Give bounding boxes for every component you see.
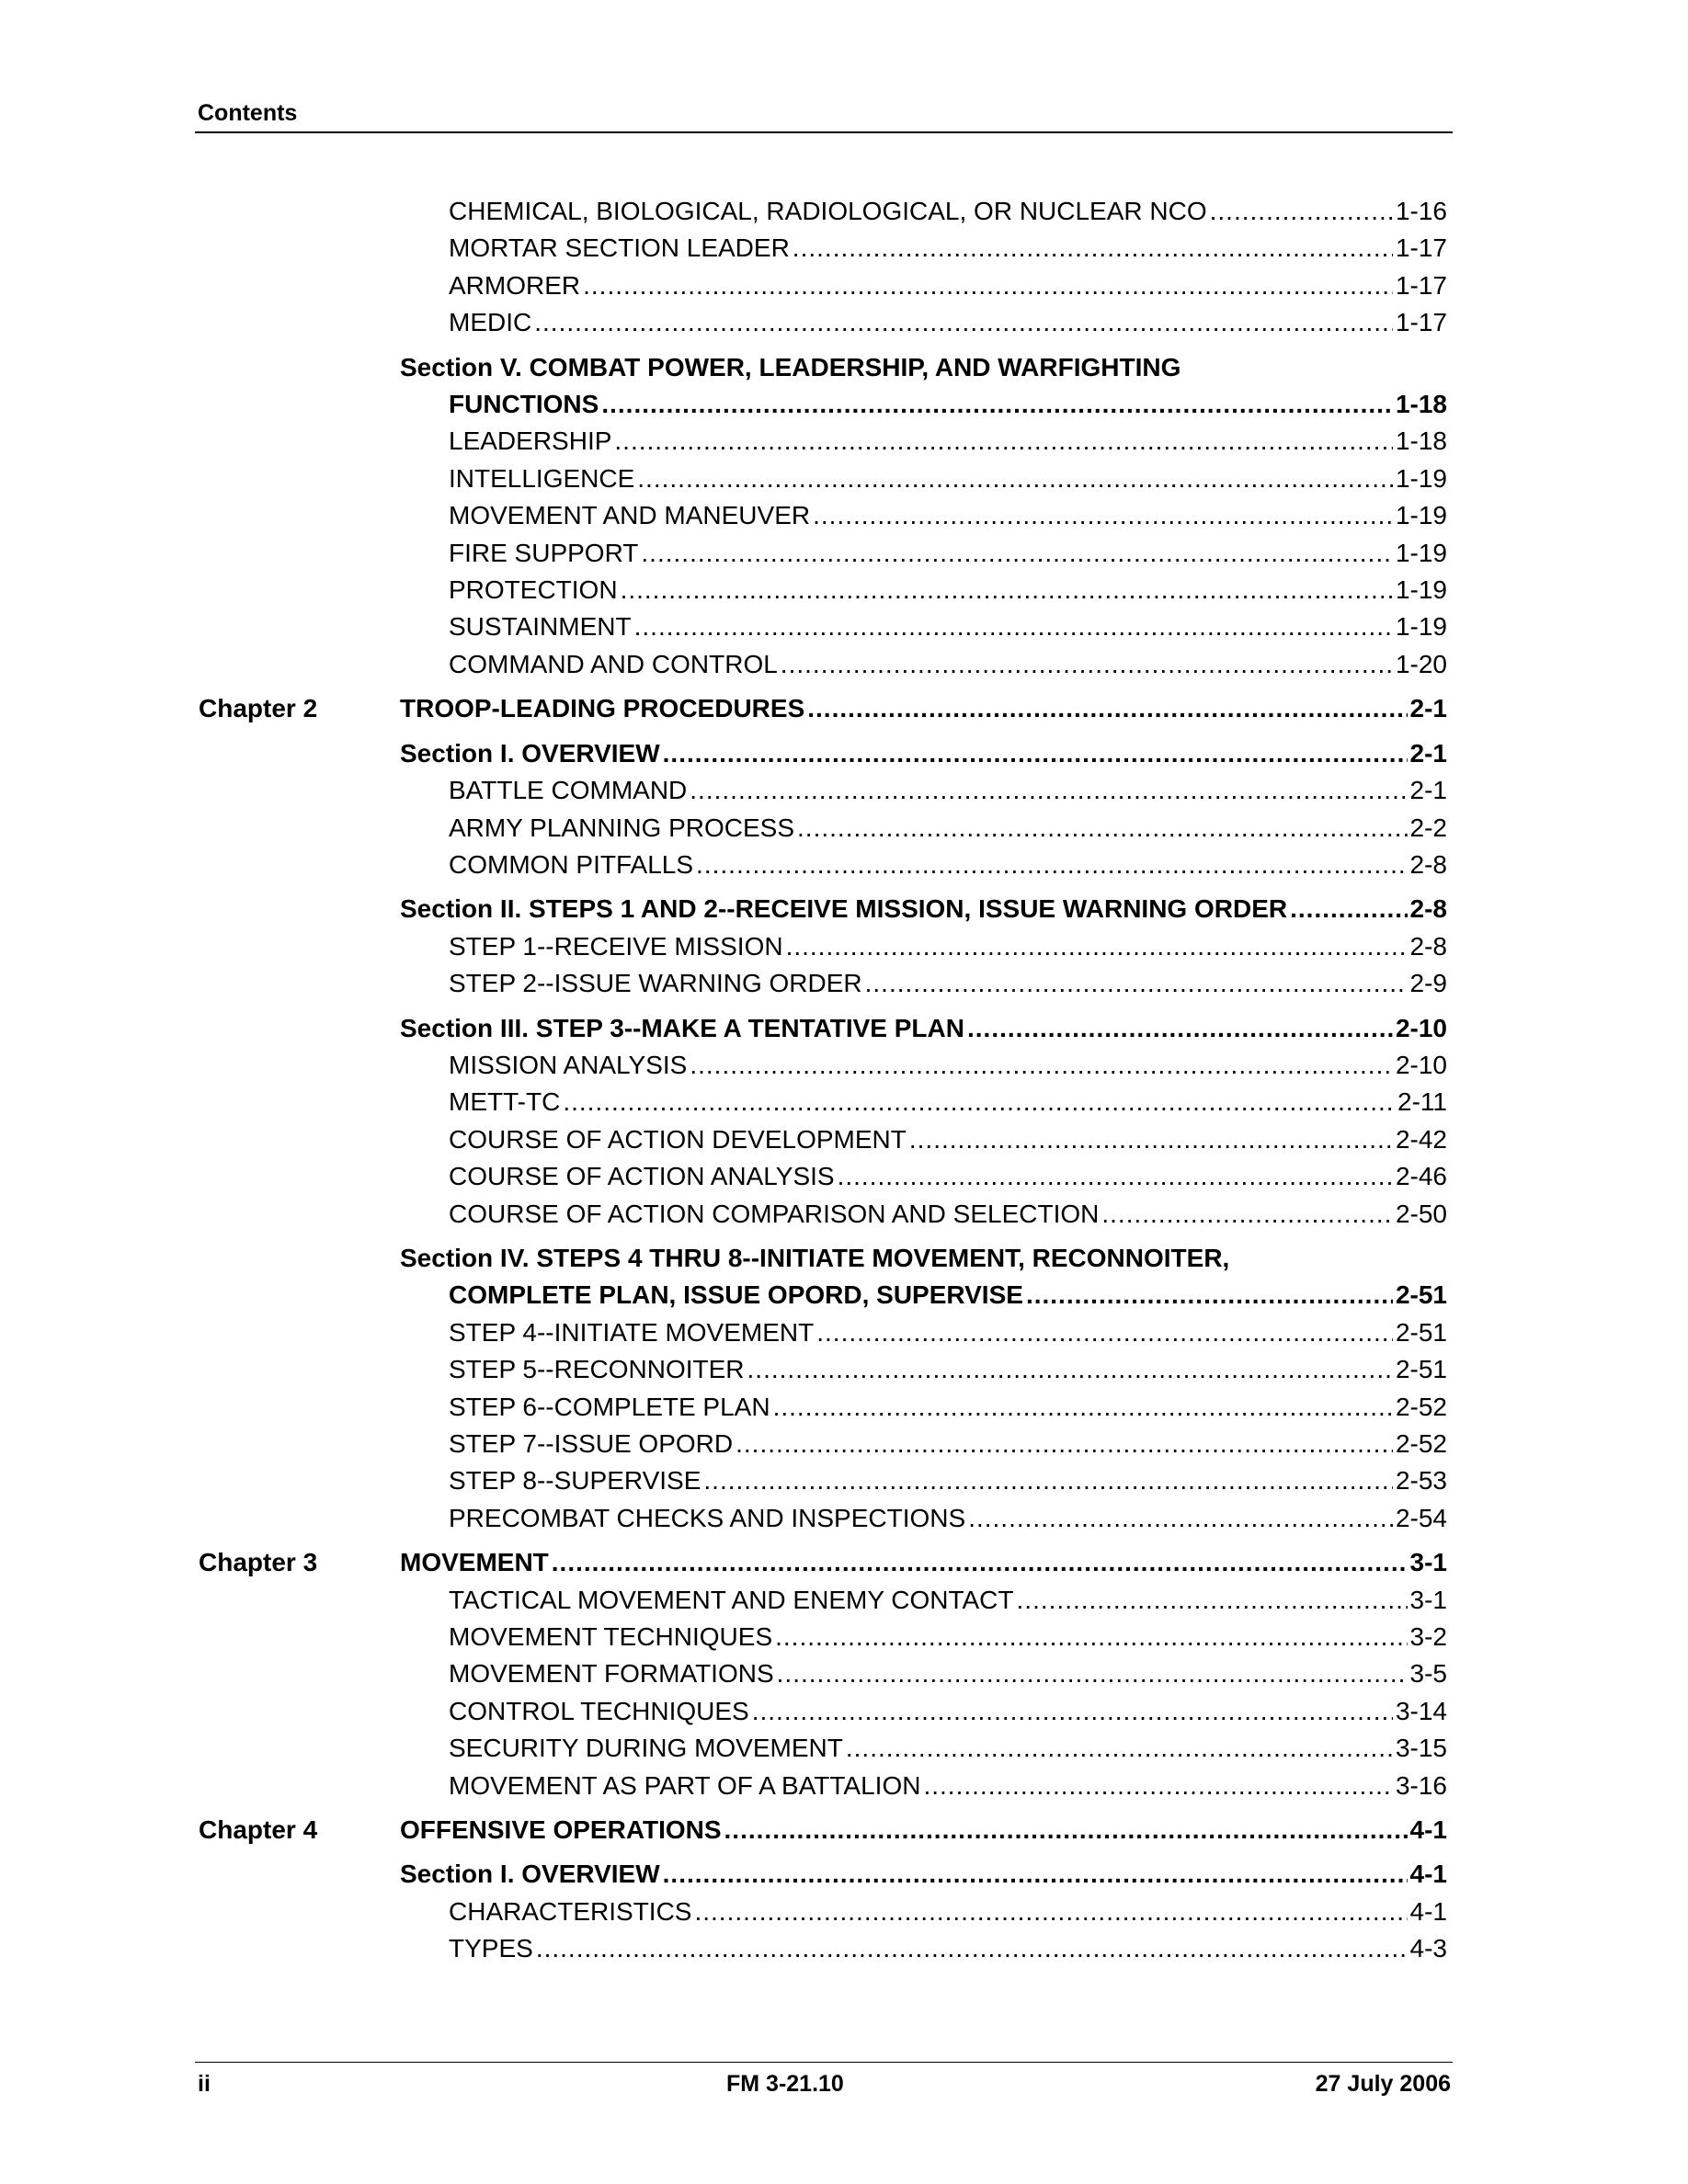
header-rule <box>195 131 1453 133</box>
chapter-entry[interactable] <box>400 1544 1453 1581</box>
entry-page: 2-10 <box>1395 1050 1447 1079</box>
entry-title: COMMON PITFALLS <box>449 849 694 879</box>
dot-leader <box>793 230 1393 267</box>
footer-page-number: ii <box>198 2071 211 2097</box>
entry-page: 2-52 <box>1395 1392 1447 1421</box>
dot-leader <box>621 572 1393 609</box>
toc-group <box>195 1812 1453 1848</box>
entry-title: CHEMICAL, BIOLOGICAL, RADIOLOGICAL, OR NUCLEAR NCO <box>449 197 1207 225</box>
chapter-entry[interactable] <box>400 1812 1453 1848</box>
chapter-label: Chapter 4 <box>199 1815 318 1845</box>
entry-title: TROOP-LEADING PROCEDURES <box>400 694 805 723</box>
dot-leader <box>724 1812 1408 1848</box>
toc-entry[interactable] <box>449 304 1453 341</box>
entry-page: 3-14 <box>1395 1696 1447 1725</box>
entry-title: COURSE OF ACTION COMPARISON AND SELECTION <box>449 1199 1100 1228</box>
toc-entry[interactable] <box>449 230 1453 267</box>
dot-leader <box>663 1856 1408 1893</box>
toc-group <box>195 1856 1453 1967</box>
entry-title: TACTICAL MOVEMENT AND ENEMY CONTACT <box>449 1585 1014 1614</box>
entry-title: COMMAND AND CONTROL <box>449 649 778 678</box>
entry-page: 2-1 <box>1409 738 1447 768</box>
entry-title: COURSE OF ACTION ANALYSIS <box>449 1162 835 1191</box>
dot-leader <box>807 690 1407 727</box>
dot-leader <box>1017 1582 1408 1619</box>
entry-page: 3-5 <box>1409 1659 1447 1689</box>
dot-leader <box>601 386 1393 423</box>
entry-page: 1-20 <box>1395 649 1447 678</box>
entry-page: 2-53 <box>1395 1466 1447 1496</box>
entry-page: 2-11 <box>1397 1087 1447 1117</box>
entry-page: 4-3 <box>1409 1934 1447 1963</box>
toc-entry[interactable] <box>449 772 1453 809</box>
entry-title: Section III. STEP 3--MAKE A TENTATIVE PLAN <box>400 1013 964 1042</box>
entry-page: 1-17 <box>1395 233 1447 263</box>
footer-date: 27 July 2006 <box>1315 2071 1451 2097</box>
toc-entry[interactable] <box>449 1426 1453 1462</box>
toc-entry[interactable] <box>449 847 1453 883</box>
entry-title: MOVEMENT FORMATIONS <box>449 1659 774 1689</box>
dot-leader <box>534 304 1393 341</box>
entry-title: Section V. COMBAT POWER, LEADERSHIP, AND WARFIGHTING <box>400 352 1181 381</box>
toc-entry[interactable] <box>449 1084 1453 1120</box>
entry-title: COURSE OF ACTION DEVELOPMENT <box>449 1124 907 1154</box>
entry-title: STEP 2--ISSUE WARNING ORDER <box>449 969 862 998</box>
footer-doc-id: FM 3-21.10 <box>726 2071 844 2097</box>
dot-leader <box>1026 1277 1393 1314</box>
toc-entry[interactable] <box>449 1121 1453 1158</box>
dot-leader <box>813 497 1393 534</box>
toc-entry[interactable] <box>449 461 1453 497</box>
dot-leader <box>736 1426 1393 1462</box>
entry-title: MOVEMENT AND MANEUVER <box>449 501 811 530</box>
entry-page: 1-19 <box>1395 463 1447 493</box>
dot-leader <box>1290 891 1407 927</box>
toc-group <box>195 1544 1453 1804</box>
toc-entry[interactable] <box>449 1158 1453 1195</box>
entry-title: STEP 6--COMPLETE PLAN <box>449 1392 770 1421</box>
toc-entry[interactable] <box>449 423 1453 460</box>
toc-entry[interactable] <box>449 965 1453 1002</box>
dot-leader <box>690 772 1407 809</box>
entry-title: STEP 4--INITIATE MOVEMENT <box>449 1317 815 1347</box>
dot-leader <box>563 1084 1395 1120</box>
dot-leader <box>865 965 1408 1002</box>
toc-group <box>195 1240 1453 1537</box>
section-entry[interactable] <box>449 1277 1453 1314</box>
dot-leader <box>641 535 1393 572</box>
entry-title: MOVEMENT <box>400 1548 549 1577</box>
entry-page: 3-1 <box>1409 1548 1447 1577</box>
entry-title: STEP 5--RECONNOITER <box>449 1355 745 1384</box>
entry-page: 1-18 <box>1395 427 1447 456</box>
toc-entry[interactable] <box>449 646 1453 683</box>
toc-entry[interactable] <box>449 1655 1453 1692</box>
chapter-label: Chapter 2 <box>199 694 318 723</box>
toc-entry[interactable] <box>449 535 1453 572</box>
toc-entry[interactable] <box>449 267 1453 304</box>
dot-leader <box>838 1158 1393 1195</box>
dot-leader <box>816 1314 1393 1351</box>
dot-leader <box>781 646 1393 683</box>
section-entry[interactable] <box>400 1010 1453 1047</box>
entry-page: 1-16 <box>1395 197 1447 225</box>
entry-title: Section IV. STEPS 4 THRU 8--INITIATE MOVEMENT, RECONNOITER, <box>400 1243 1230 1272</box>
entry-page: 1-19 <box>1395 538 1447 567</box>
section-entry[interactable] <box>400 349 1453 386</box>
dot-leader <box>694 1894 1407 1930</box>
dot-leader <box>777 1655 1408 1692</box>
entry-page: 3-1 <box>1409 1585 1447 1614</box>
table-of-contents <box>195 193 1453 1968</box>
entry-title: STEP 8--SUPERVISE <box>449 1466 701 1496</box>
entry-page: 4-1 <box>1409 1815 1447 1845</box>
entry-title: OFFENSIVE OPERATIONS <box>400 1815 722 1845</box>
dot-leader <box>536 1930 1408 1967</box>
entry-page: 2-1 <box>1409 694 1447 723</box>
toc-entry[interactable] <box>449 1047 1453 1084</box>
dot-leader <box>690 1047 1393 1084</box>
entry-page: 2-8 <box>1409 931 1447 961</box>
dot-leader <box>923 1768 1392 1804</box>
dot-leader <box>968 1500 1393 1537</box>
toc-group <box>195 735 1453 884</box>
entry-title: MISSION ANALYSIS <box>449 1050 688 1079</box>
entry-page: 2-51 <box>1395 1355 1447 1384</box>
entry-page: 1-18 <box>1395 390 1447 419</box>
entry-page: 2-42 <box>1395 1124 1447 1154</box>
entry-page: 2-51 <box>1395 1280 1447 1310</box>
entry-page: 2-2 <box>1409 813 1447 842</box>
dot-leader <box>786 928 1408 965</box>
toc-entry[interactable] <box>449 193 1453 230</box>
entry-title: CHARACTERISTICS <box>449 1896 692 1926</box>
toc-entry[interactable] <box>449 1389 1453 1426</box>
section-entry[interactable] <box>449 386 1453 423</box>
entry-page: 2-8 <box>1409 849 1447 879</box>
dot-leader <box>1101 1196 1393 1233</box>
entry-page: 2-10 <box>1395 1013 1447 1042</box>
section-entry[interactable] <box>400 735 1453 772</box>
section-entry[interactable] <box>400 1856 1453 1893</box>
entry-page: 2-46 <box>1395 1162 1447 1191</box>
entry-title: PROTECTION <box>449 575 618 605</box>
entry-title: Section I. OVERVIEW <box>400 1860 660 1889</box>
entry-title: Section II. STEPS 1 AND 2--RECEIVE MISSION, ISSUE WARNING ORDER <box>400 894 1288 924</box>
entry-title: MOVEMENT TECHNIQUES <box>449 1622 773 1652</box>
toc-entry[interactable] <box>449 1768 1453 1804</box>
entry-title: LEADERSHIP <box>449 427 612 456</box>
toc-entry[interactable] <box>449 1619 1453 1655</box>
dot-leader <box>747 1351 1393 1388</box>
dot-leader <box>663 735 1408 772</box>
chapter-entry[interactable] <box>400 690 1453 727</box>
toc-group <box>195 1010 1453 1233</box>
toc-entry[interactable] <box>449 810 1453 847</box>
toc-entry[interactable] <box>449 1894 1453 1930</box>
toc-entry[interactable] <box>449 1462 1453 1499</box>
entry-title: ARMORER <box>449 270 581 300</box>
toc-group <box>195 690 1453 727</box>
entry-page: 2-54 <box>1395 1503 1447 1532</box>
entry-title: CONTROL TECHNIQUES <box>449 1696 749 1725</box>
toc-entry[interactable] <box>449 1351 1453 1388</box>
dot-leader <box>967 1010 1393 1047</box>
section-entry[interactable] <box>400 1240 1453 1277</box>
entry-page: 2-8 <box>1409 894 1447 924</box>
entry-page: 1-19 <box>1395 575 1447 605</box>
entry-title: STEP 1--RECEIVE MISSION <box>449 931 783 961</box>
toc-entry[interactable] <box>449 1196 1453 1233</box>
entry-page: 1-17 <box>1395 308 1447 337</box>
toc-entry[interactable] <box>449 497 1453 534</box>
toc-entry[interactable] <box>449 928 1453 965</box>
entry-title: MORTAR SECTION LEADER <box>449 233 790 263</box>
toc-entry[interactable] <box>449 1314 1453 1351</box>
dot-leader <box>583 267 1393 304</box>
entry-page: 2-51 <box>1395 1317 1447 1347</box>
toc-entry[interactable] <box>449 1930 1453 1967</box>
toc-entry[interactable] <box>449 1730 1453 1767</box>
dot-leader <box>703 1462 1393 1499</box>
entry-title: Section I. OVERVIEW <box>400 738 660 768</box>
entry-page: 4-1 <box>1409 1896 1447 1926</box>
dot-leader <box>775 1619 1407 1655</box>
dot-leader <box>552 1544 1408 1581</box>
entry-title: BATTLE COMMAND <box>449 776 688 805</box>
toc-group <box>195 349 1453 684</box>
entry-title: FIRE SUPPORT <box>449 538 639 567</box>
dot-leader <box>634 609 1393 645</box>
entry-page: 4-1 <box>1409 1860 1447 1889</box>
toc-entry[interactable] <box>449 1500 1453 1537</box>
footer-rule <box>195 2062 1453 2063</box>
entry-page: 1-19 <box>1395 501 1447 530</box>
dot-leader <box>909 1121 1393 1158</box>
entry-title: METT-TC <box>449 1087 561 1117</box>
dot-leader <box>773 1389 1393 1426</box>
toc-entry[interactable] <box>449 1693 1453 1730</box>
entry-title: TYPES <box>449 1934 533 1963</box>
entry-title: MOVEMENT AS PART OF A BATTALION <box>449 1770 921 1800</box>
toc-entry[interactable] <box>449 572 1453 609</box>
entry-page: 3-2 <box>1409 1622 1447 1652</box>
entry-title: SECURITY DURING MOVEMENT <box>449 1734 843 1763</box>
entry-page: 1-17 <box>1395 270 1447 300</box>
dot-leader <box>614 423 1393 460</box>
entry-page: 2-9 <box>1409 969 1447 998</box>
toc-entry[interactable] <box>449 1582 1453 1619</box>
dot-leader <box>1210 193 1393 230</box>
entry-title: FUNCTIONS <box>449 390 599 419</box>
toc-group <box>195 891 1453 1002</box>
entry-page: 2-52 <box>1395 1429 1447 1458</box>
toc-entry[interactable] <box>449 609 1453 645</box>
entry-page: 3-16 <box>1395 1770 1447 1800</box>
entry-title: INTELLIGENCE <box>449 463 635 493</box>
entry-page: 3-15 <box>1395 1734 1447 1763</box>
entry-title: MEDIC <box>449 308 532 337</box>
dot-leader <box>846 1730 1393 1767</box>
section-entry[interactable] <box>400 891 1453 927</box>
running-header: Contents <box>198 100 298 126</box>
dot-leader <box>696 847 1407 883</box>
entry-page: 2-50 <box>1395 1199 1447 1228</box>
entry-title: ARMY PLANNING PROCESS <box>449 813 795 842</box>
entry-page: 1-19 <box>1395 612 1447 642</box>
toc-group <box>195 193 1453 342</box>
entry-title: SUSTAINMENT <box>449 612 632 642</box>
entry-title: STEP 7--ISSUE OPORD <box>449 1429 734 1458</box>
dot-leader <box>797 810 1408 847</box>
dot-leader <box>752 1693 1393 1730</box>
entry-page: 2-1 <box>1409 776 1447 805</box>
chapter-label: Chapter 3 <box>199 1548 318 1577</box>
entry-title: COMPLETE PLAN, ISSUE OPORD, SUPERVISE <box>449 1280 1023 1310</box>
entry-title: PRECOMBAT CHECKS AND INSPECTIONS <box>449 1503 966 1532</box>
dot-leader <box>637 461 1393 497</box>
